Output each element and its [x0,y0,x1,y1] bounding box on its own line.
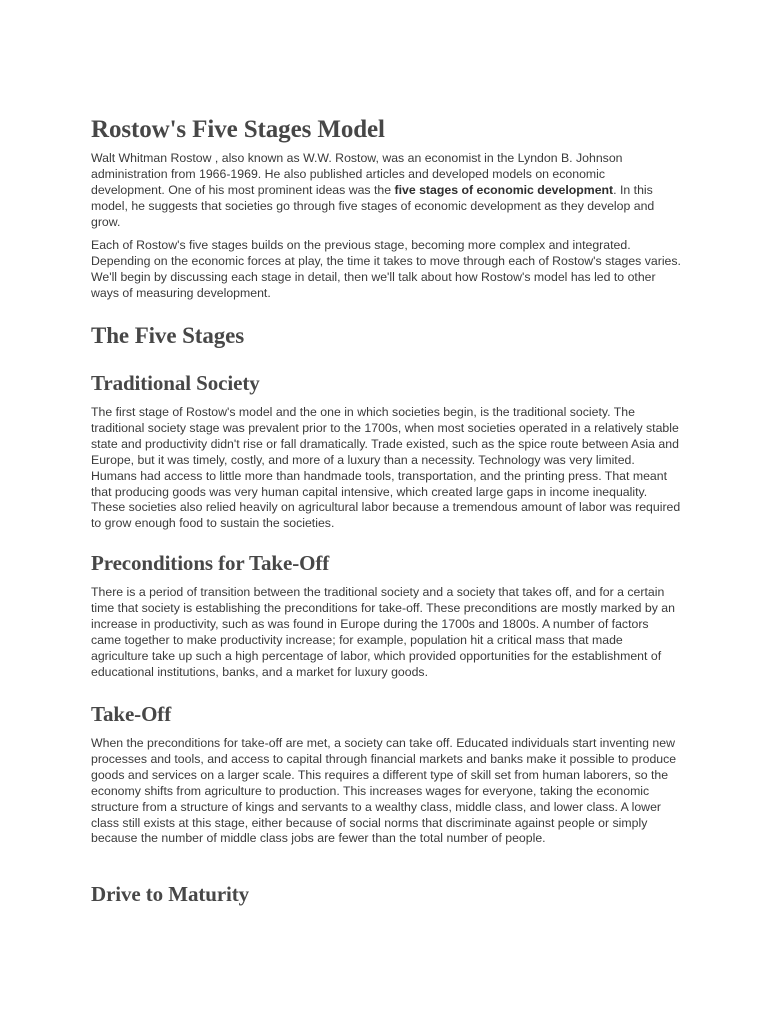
section-body-preconditions: There is a period of transition between the traditional society and a society that takes off, and for a certain time that society is establishing the preconditions for take-off. These preconditions are mostly marked by an increase in productivity, such as was found in Europe during the 1700s and 1800s. A number of factors came together to make productivity increase; for example, population hit a critical mass that made agriculture take up such a high percentage of labor, which provided opportunities for the establishment of educational institutions, banks, and a market for luxury goods. [91,585,675,679]
section-body-take-off: When the preconditions for take-off are met, a society can take off. Educated individuals start inventing new processes and tools, and access to capital through financial markets and banks make it possible to produce goods and services on a larger scale. This requires a different type of skill set from human laborers, so the economy shifts from agriculture to production. This increases wages for everyone, taking the economic structure from a structure of kings and servants to a wealthy class, middle class, and lower class. A lower class still exists at this stage, either because of social norms that discriminate against people or simply because the number of middle class jobs are fewer than the total number of people. [91,736,677,846]
intro-paragraph-2: Each of Rostow's five stages builds on the previous stage, becoming more complex and integrated. Depending on the economic forces at play, the time it takes to move through each of Rostow's stages varies. We'll begin by discussing each stage in detail, then we'll talk about how Rostow's model has led to other ways of measuring development. [91,238,681,300]
section-body-traditional-society: The first stage of Rostow's model and the one in which societies begin, is the traditional society. The traditional society stage was prevalent prior to the 1700s, when most societies operated in a relatively stable state and productivity didn't rise or fall dramatically. Trade existed, such as the spice route between Asia and Europe, but it was timely, costly, and more of a luxury than a necessity. Technology was very limited. Humans had access to little more than handmade tools, transportation, and the printing press. That meant that producing goods was very human capital intensive, which created large gaps in income inequality. These societies also relied heavily on agricultural labor because a tremendous amount of labor was required to grow enough food to sustain the societies. [91,405,681,531]
section-heading-drive-to-maturity: Drive to Maturity [91,882,250,906]
five-stages-heading: The Five Stages [91,323,245,348]
intro-text-after: . In this model, he suggests that societies go through five stages of economic development as they develop and grow. [91,182,655,229]
section-heading-traditional-society: Traditional Society [91,371,260,395]
intro-text-before: Walt Whitman Rostow , also known as W.W. Rostow, was an economist in the Lyndon B. Johnson administration from 1966-1969. He also published articles and developed models on economic development. One of his most prominent ideas was the [91,151,623,197]
section-heading-take-off: Take-Off [91,702,172,726]
page-title: Rostow's Five Stages Model [91,116,385,143]
intro-paragraph-1 [91,151,681,231]
intro-bold-term: five stages of economic development [394,182,614,197]
section-heading-preconditions: Preconditions for Take-Off [91,551,330,575]
